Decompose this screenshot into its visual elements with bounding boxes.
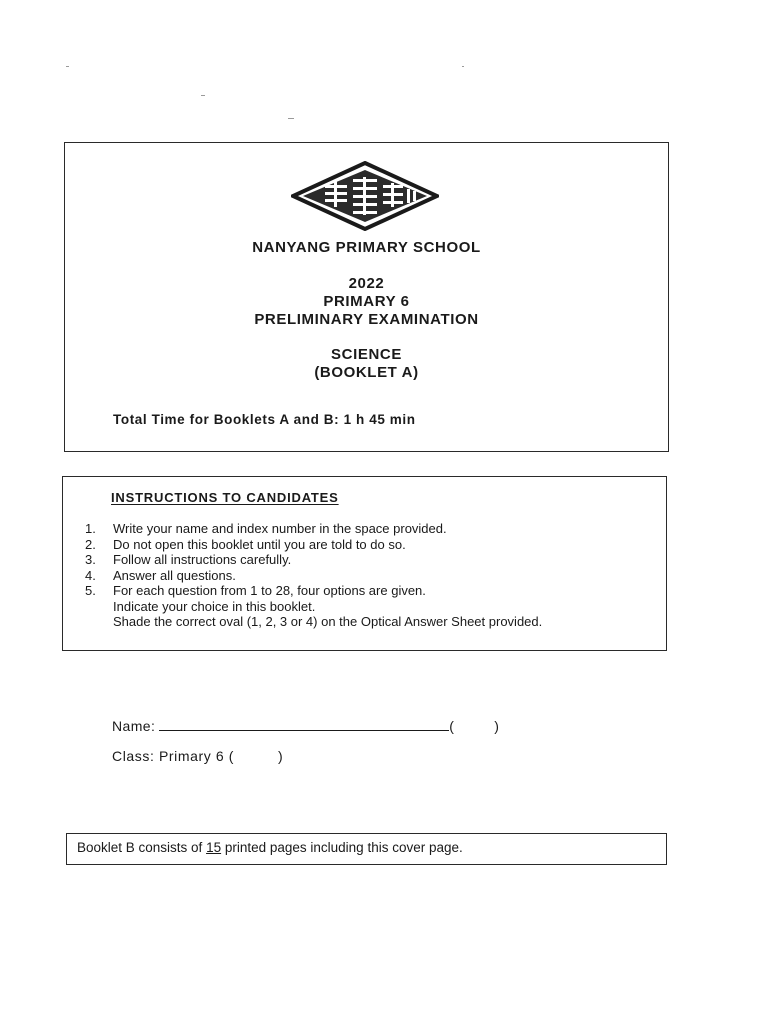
list-item xyxy=(85,568,542,584)
index-paren-open: ( xyxy=(449,718,455,734)
item-text: Follow all instructions carefully. xyxy=(113,552,292,567)
item-text: Do not open this booklet until you are told to do so. xyxy=(113,536,406,552)
scan-speck xyxy=(288,118,294,119)
instructions-title: INSTRUCTIONS TO CANDIDATES xyxy=(111,490,339,505)
item-text: Write your name and index number in the space provided. xyxy=(113,521,447,536)
list-subline: Shade the correct oval (1, 2, 3 or 4) on the Optical Answer Sheet provided. xyxy=(113,614,543,629)
instructions-list xyxy=(85,521,542,630)
class-paren-close: ) xyxy=(278,748,284,764)
exam-subject: SCIENCE xyxy=(331,346,402,363)
class-row xyxy=(112,748,283,764)
page-count-value: 15 xyxy=(206,840,222,855)
scan-speck xyxy=(66,66,69,67)
name-row xyxy=(112,716,499,734)
item-number: 1. xyxy=(85,521,96,536)
instructions-box xyxy=(62,476,667,651)
title-box xyxy=(64,142,669,452)
scan-speck xyxy=(462,66,464,67)
exam-title: PRELIMINARY EXAMINATION xyxy=(254,311,479,328)
list-item xyxy=(85,537,542,553)
school-name: NANYANG PRIMARY SCHOOL xyxy=(252,239,481,256)
list-item xyxy=(85,552,542,568)
item-number: 2. xyxy=(85,536,96,552)
exam-level: PRIMARY 6 xyxy=(323,293,410,310)
page-count-prefix: Booklet B consists of xyxy=(77,840,207,855)
item-number: 4. xyxy=(85,567,96,583)
list-item xyxy=(85,521,542,537)
total-time: Total Time for Booklets A and B: 1 h 45 min xyxy=(113,412,416,427)
name-label: Name: xyxy=(112,718,156,734)
page-count-suffix: printed pages including this cover page. xyxy=(221,840,463,855)
name-field[interactable] xyxy=(159,716,449,731)
page-count-box xyxy=(66,833,667,865)
booklet-label: (BOOKLET A) xyxy=(314,364,419,381)
item-number: 3. xyxy=(85,552,96,567)
index-paren-close: ) xyxy=(494,718,500,734)
item-number: 5. xyxy=(85,583,96,598)
page-count-note xyxy=(77,840,463,855)
school-crest-icon xyxy=(291,161,439,231)
exam-year: 2022 xyxy=(348,275,385,292)
scan-speck xyxy=(201,95,205,96)
item-text: Answer all questions. xyxy=(113,567,236,583)
list-item xyxy=(85,583,542,599)
item-text: For each question from 1 to 28, four options are given. xyxy=(113,583,426,598)
class-label: Class: Primary 6 ( xyxy=(112,748,235,764)
list-subline: Indicate your choice in this booklet. xyxy=(113,598,316,614)
